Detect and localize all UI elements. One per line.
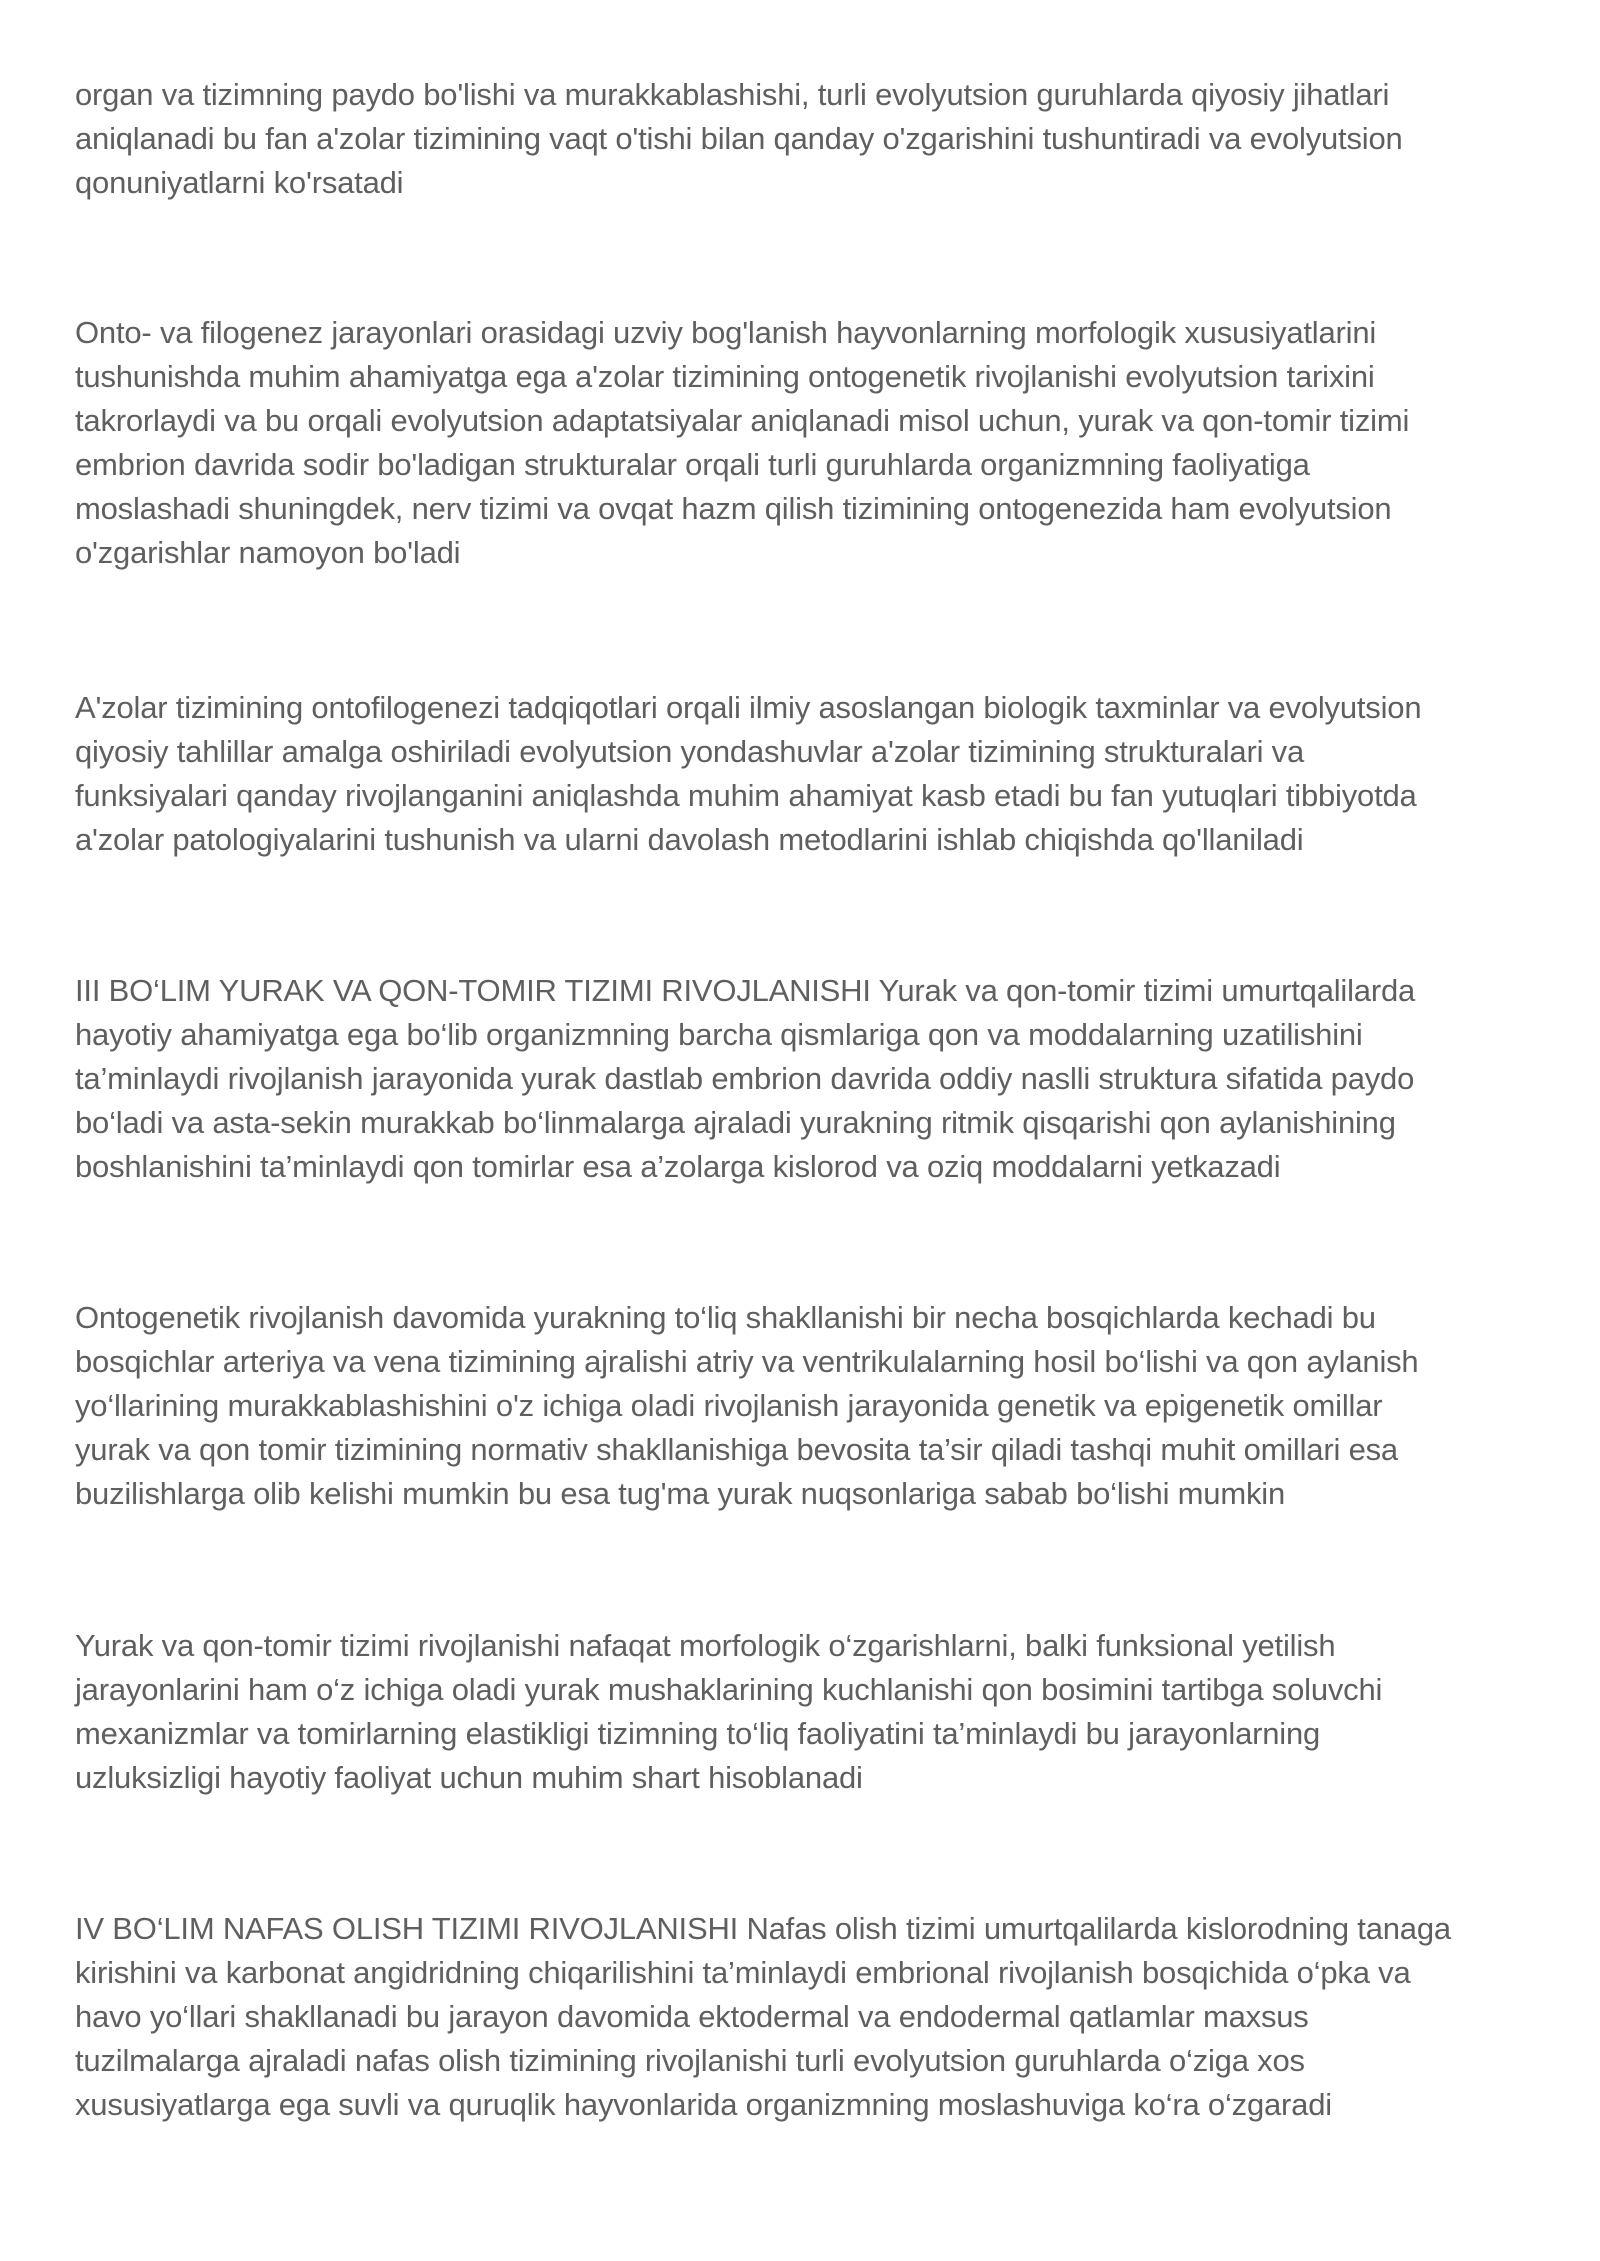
text-line: tushunishda muhim ahamiyatga ega a'zolar tizimining ontogenetik rivojlanishi evolyutsion tarixini [75, 359, 1375, 394]
text-line: moslashadi shuningdek, nerv tizimi va ovqat hazm qilish tizimining ontogenezida ham evolyutsion [75, 491, 1392, 526]
text-line: qiyosiy tahlillar amalga oshiriladi evolyutsion yondashuvlar a'zolar tizimining strukturalari va [75, 734, 1305, 769]
text-line: boshlanishini ta’minlaydi qon tomirlar esa a’zolarga kislorod va oziq moddalarni yetkazadi [75, 1149, 1281, 1184]
text-line: kirishini va karbonat angidridning chiqarilishini ta’minlaydi embrional rivojlanish bosqichida o‘pka va [75, 1955, 1411, 1990]
text-line: qonuniyatlarni ko'rsatadi [75, 165, 404, 200]
paragraph-3 [75, 686, 1545, 862]
text-line: yurak va qon tomir tizimining normativ shakllanishiga bevosita ta’sir qiladi tashqi muhit omillari esa [75, 1432, 1398, 1467]
text-line: a'zolar patologiyalarini tushunish va ularni davolash metodlarini ishlab chiqishda qo'llaniladi [75, 822, 1304, 857]
text-line: Yurak va qon-tomir tizimi rivojlanishi nafaqat morfologik o‘zgarishlarni, balki funksional yetilish [75, 1628, 1336, 1663]
text-line: havo yo‘llari shakllanadi bu jarayon davomida ektodermal va endodermal qatlamlar maxsus [75, 1999, 1309, 2034]
text-line: yo‘llarining murakkablashishini o'z ichiga oladi rivojlanish jarayonida genetik va epigenetik omillar [75, 1388, 1383, 1423]
text-line: A'zolar tizimining ontofilogenezi tadqiqotlari orqali ilmiy asoslangan biologik taxminlar va evolyutsion [75, 690, 1422, 725]
text-line: jarayonlarini ham o‘z ichiga oladi yurak mushaklarining kuchlanishi qon bosimini tartibga soluvchi [75, 1672, 1383, 1707]
text-line: ta’minlaydi rivojlanish jarayonida yurak dastlab embrion davrida oddiy naslli struktura sifatida paydo [75, 1061, 1415, 1096]
paragraph-7 [75, 1907, 1545, 2127]
text-line: buzilishlarga olib kelishi mumkin bu esa tug'ma yurak nuqsonlariga sabab bo‘lishi mumkin [75, 1476, 1285, 1511]
text-line: uzluksizligi hayotiy faoliyat uchun muhim shart hisoblanadi [75, 1760, 863, 1795]
text-line: organ va tizimning paydo bo'lishi va murakkablashishi, turli evolyutsion guruhlarda qiyosiy jihatlari [75, 77, 1390, 112]
text-line: o'zgarishlar namoyon bo'ladi [75, 535, 461, 570]
text-line: Ontogenetik rivojlanish davomida yurakning to‘liq shakllanishi bir necha bosqichlarda kechadi bu [75, 1300, 1376, 1335]
text-line: Onto- va filogenez jarayonlari orasidagi uzviy bog'lanish hayvonlarning morfologik xususiyatlarini [75, 315, 1377, 350]
paragraph-2 [75, 311, 1545, 575]
text-line: mexanizmlar va tomirlarning elastikligi tizimning to‘liq faoliyatini ta’minlaydi bu jarayonlarning [75, 1716, 1321, 1751]
text-line: xususiyatlarga ega suvli va quruqlik hayvonlarida organizmning moslashuviga ko‘ra o‘zgaradi [75, 2087, 1332, 2122]
text-line: bosqichlar arteriya va vena tizimining ajralishi atriy va ventrikulalarning hosil bo‘lishi va qon aylanish [75, 1344, 1419, 1379]
text-line: embrion davrida sodir bo'ladigan strukturalar orqali turli guruhlarda organizmning faoliyatiga [75, 447, 1310, 482]
text-line: takrorlaydi va bu orqali evolyutsion adaptatsiyalar aniqlanadi misol uchun, yurak va qon-tomir tizimi [75, 403, 1410, 438]
paragraph-6 [75, 1624, 1545, 1800]
text-line: funksiyalari qanday rivojlanganini aniqlashda muhim ahamiyat kasb etadi bu fan yutuqlari tibbiyotda [75, 778, 1417, 813]
text-line: aniqlanadi bu fan a'zolar tizimining vaqt o'tishi bilan qanday o'zgarishini tushuntiradi va evolyutsion [75, 121, 1403, 156]
text-line: IV BO‘LIM NAFAS OLISH TIZIMI RIVOJLANISHI Nafas olish tizimi umurtqalilarda kislorodning tanaga [75, 1911, 1451, 1946]
text-line: tuzilmalarga ajraladi nafas olish tizimining rivojlanishi turli evolyutsion guruhlarda o‘ziga xos [75, 2043, 1305, 2078]
text-line: bo‘ladi va asta-sekin murakkab bo‘linmalarga ajraladi yurakning ritmik qisqarishi qon aylanishining [75, 1105, 1396, 1140]
paragraph-4 [75, 969, 1545, 1189]
paragraph-1 [75, 73, 1545, 205]
paragraph-5 [75, 1296, 1545, 1516]
text-line: hayotiy ahamiyatga ega bo‘lib organizmning barcha qismlariga qon va moddalarning uzatilishini [75, 1017, 1363, 1052]
text-line: III BO‘LIM YURAK VA QON-TOMIR TIZIMI RIVOJLANISHI Yurak va qon-tomir tizimi umurtqalilarda [75, 973, 1416, 1008]
